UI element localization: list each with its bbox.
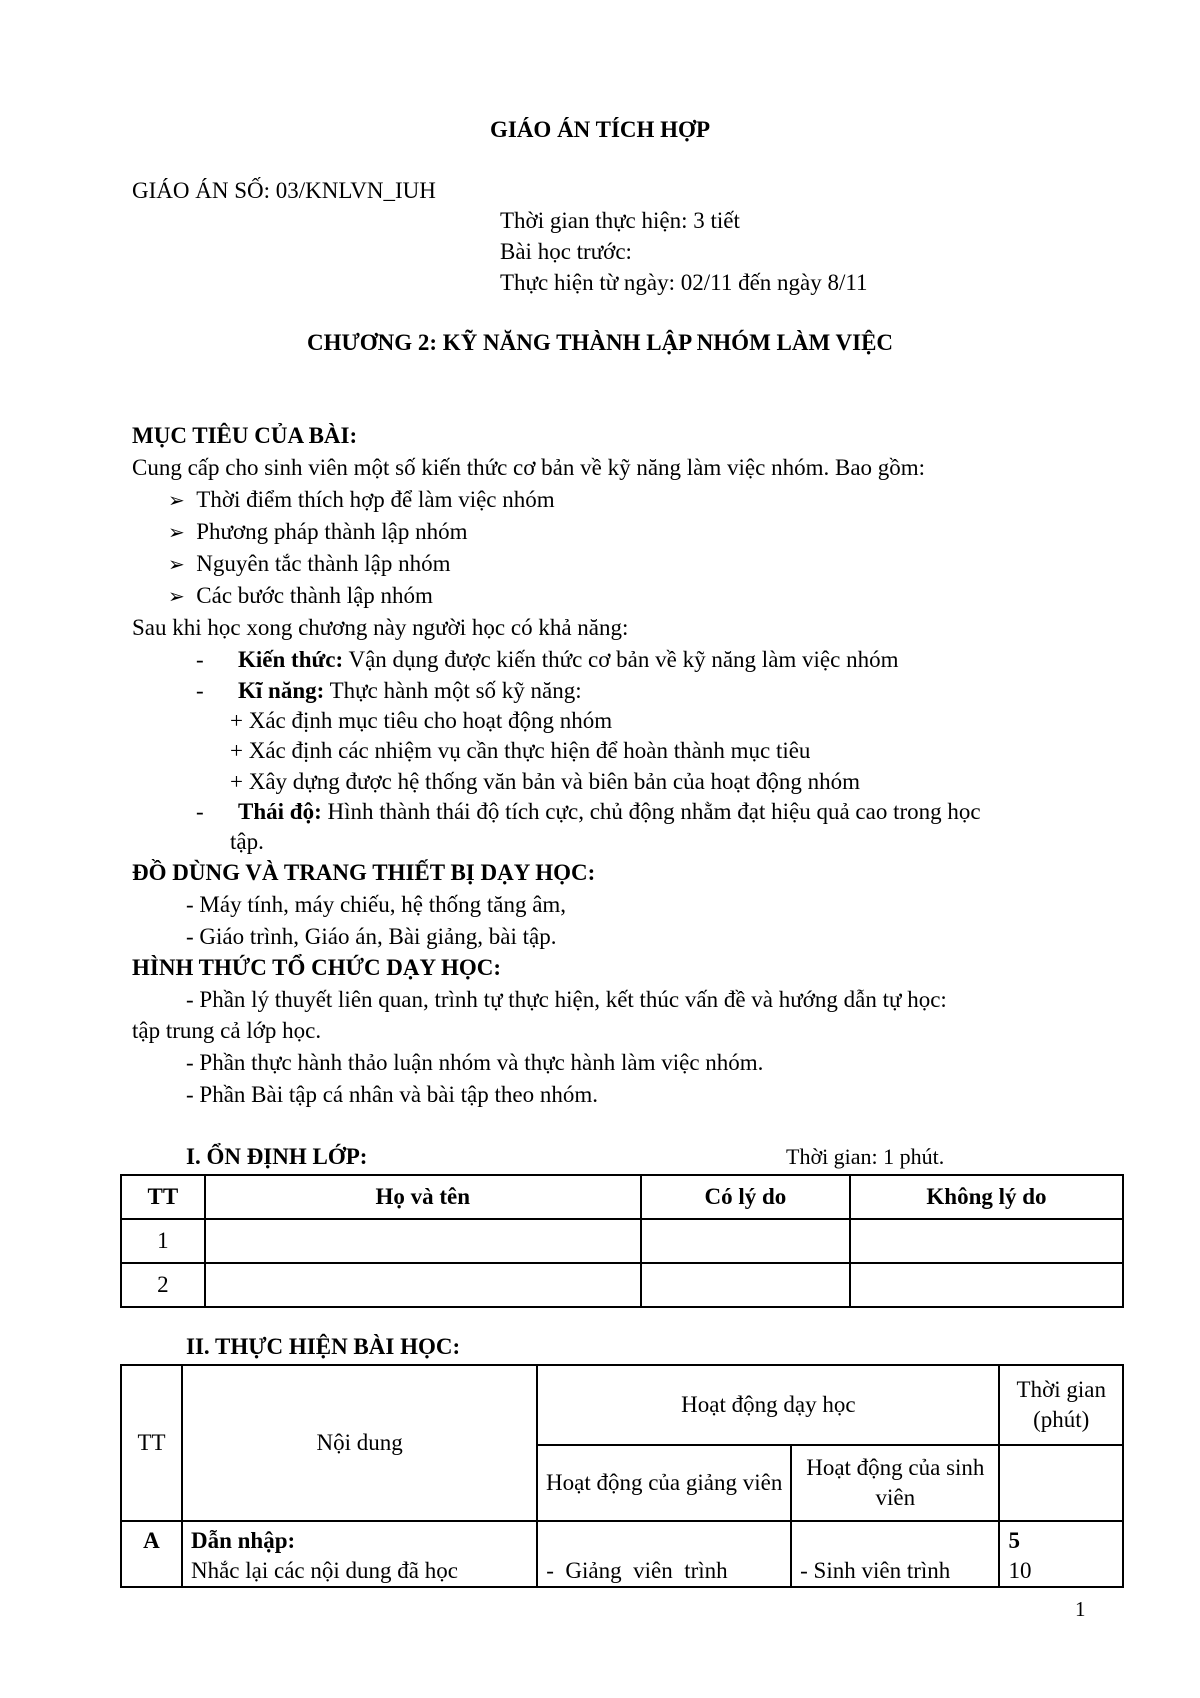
time-value: 10 <box>1008 1557 1032 1583</box>
objectives-intro: Cung cấp cho sinh viên một số kiến thức cơ bản về kỹ năng làm việc nhóm. Bao gồm: <box>132 455 926 480</box>
equipment-item: - Giáo trình, Giáo án, Bài giảng, bài tập. <box>186 924 557 949</box>
table-cell <box>182 1521 537 1587</box>
table-cell: A <box>121 1521 182 1587</box>
column-header: Thời gian (phút) <box>999 1365 1123 1445</box>
arrow-bullet-icon: ➢ <box>168 520 185 544</box>
organization-heading: HÌNH THỨC TỔ CHỨC DẠY HỌC: <box>132 955 502 980</box>
knowledge-outcome: Kiến thức: Vận dụng được kiến thức cơ bản về kỹ năng làm việc nhóm <box>238 647 899 672</box>
column-header: Họ và tên <box>205 1175 641 1219</box>
table-cell <box>641 1219 850 1263</box>
skill-item: + Xác định các nhiệm vụ cần thực hiện để hoàn thành mục tiêu <box>230 738 811 763</box>
arrow-bullet-icon: ➢ <box>168 552 185 576</box>
table-row <box>121 1219 1123 1263</box>
table-cell <box>537 1521 791 1587</box>
duration: Thời gian thực hiện: 3 tiết <box>500 208 740 233</box>
objective-item: ➢ Phương pháp thành lập nhóm <box>168 519 468 544</box>
column-header: TT <box>121 1175 205 1219</box>
table-cell <box>850 1219 1123 1263</box>
section1-heading: I. ỔN ĐỊNH LỚP: <box>186 1144 368 1169</box>
table-header-row <box>121 1175 1123 1219</box>
previous-lesson: Bài học trước: <box>500 239 632 264</box>
equipment-heading: ĐỒ DÙNG VÀ TRANG THIẾT BỊ DẠY HỌC: <box>132 860 596 885</box>
chapter-title: CHƯƠNG 2: KỸ NĂNG THÀNH LẬP NHÓM LÀM VIỆC <box>306 330 894 355</box>
section2-heading: II. THỰC HIỆN BÀI HỌC: <box>186 1334 461 1359</box>
document-title: GIÁO ÁN TÍCH HỢP <box>489 117 711 142</box>
table-row <box>121 1263 1123 1307</box>
objective-item: ➢ Nguyên tắc thành lập nhóm <box>168 551 451 576</box>
table-cell <box>205 1263 641 1307</box>
table-row <box>121 1521 1123 1587</box>
dash-marker: - <box>196 647 204 672</box>
table-cell <box>850 1263 1123 1307</box>
table-cell <box>205 1219 641 1263</box>
column-header: Hoạt động dạy học <box>537 1365 999 1445</box>
column-header: TT <box>121 1365 182 1521</box>
table-header-row <box>121 1365 1123 1445</box>
column-header: Nội dung <box>182 1365 537 1521</box>
arrow-bullet-icon: ➢ <box>168 488 185 512</box>
objective-item: ➢ Các bước thành lập nhóm <box>168 583 433 608</box>
lesson-number: GIÁO ÁN SỐ: 03/KNLVN_IUH <box>132 178 436 203</box>
table-cell: 1 <box>121 1219 205 1263</box>
page-number: 1 <box>1075 1597 1086 1621</box>
row-title: Dẫn nhập: <box>190 1528 296 1553</box>
skill-item: + Xây dựng được hệ thống văn bản và biên bản của hoạt động nhóm <box>230 769 861 794</box>
section1-time: Thời gian: 1 phút. <box>786 1144 945 1169</box>
column-header: Hoạt động của giảng viên <box>537 1445 791 1521</box>
table-cell: 2 <box>121 1263 205 1307</box>
objectives-heading: MỤC TIÊU CỦA BÀI: <box>132 423 358 448</box>
equipment-item: - Máy tính, máy chiếu, hệ thống tăng âm, <box>186 892 567 917</box>
organization-line: - Phần Bài tập cá nhân và bài tập theo nhóm. <box>186 1082 598 1107</box>
column-header <box>999 1445 1123 1521</box>
column-header: Có lý do <box>641 1175 850 1219</box>
dash-marker: - <box>196 799 204 824</box>
teacher-activity: - Giảng viên trình <box>546 1557 728 1583</box>
attitude-outcome: Thái độ: Hình thành thái độ tích cực, chủ động nhằm đạt hiệu quả cao trong học <box>238 799 981 824</box>
outcomes-intro: Sau khi học xong chương này người học có khả năng: <box>132 615 629 640</box>
table-cell <box>791 1521 999 1587</box>
organization-line: - Phần thực hành thảo luận nhóm và thực hành làm việc nhóm. <box>186 1050 764 1075</box>
row-content: Nhắc lại các nội dung đã học <box>190 1557 458 1583</box>
time-value: 5 <box>1008 1528 1020 1553</box>
lesson-table <box>120 1364 1124 1588</box>
skill-item: + Xác định mục tiêu cho hoạt động nhóm <box>230 708 613 733</box>
arrow-bullet-icon: ➢ <box>168 584 185 608</box>
objective-item: ➢ Thời điểm thích hợp để làm việc nhóm <box>168 487 555 512</box>
dates: Thực hiện từ ngày: 02/11 đến ngày 8/11 <box>500 270 868 295</box>
dash-marker: - <box>196 678 204 703</box>
attitude-continued: tập. <box>230 829 264 854</box>
column-header: Hoạt động của sinh viên <box>791 1445 999 1521</box>
skills-outcome: Kĩ năng: Thực hành một số kỹ năng: <box>238 678 582 703</box>
table-cell <box>999 1521 1123 1587</box>
table-cell <box>641 1263 850 1307</box>
organization-line: - Phần lý thuyết liên quan, trình tự thực hiện, kết thúc vấn đề và hướng dẫn tự học: <box>186 987 947 1012</box>
student-activity: - Sinh viên trình <box>800 1557 951 1583</box>
attendance-table <box>120 1174 1124 1308</box>
organization-line-continued: tập trung cả lớp học. <box>132 1018 322 1043</box>
column-header: Không lý do <box>850 1175 1123 1219</box>
